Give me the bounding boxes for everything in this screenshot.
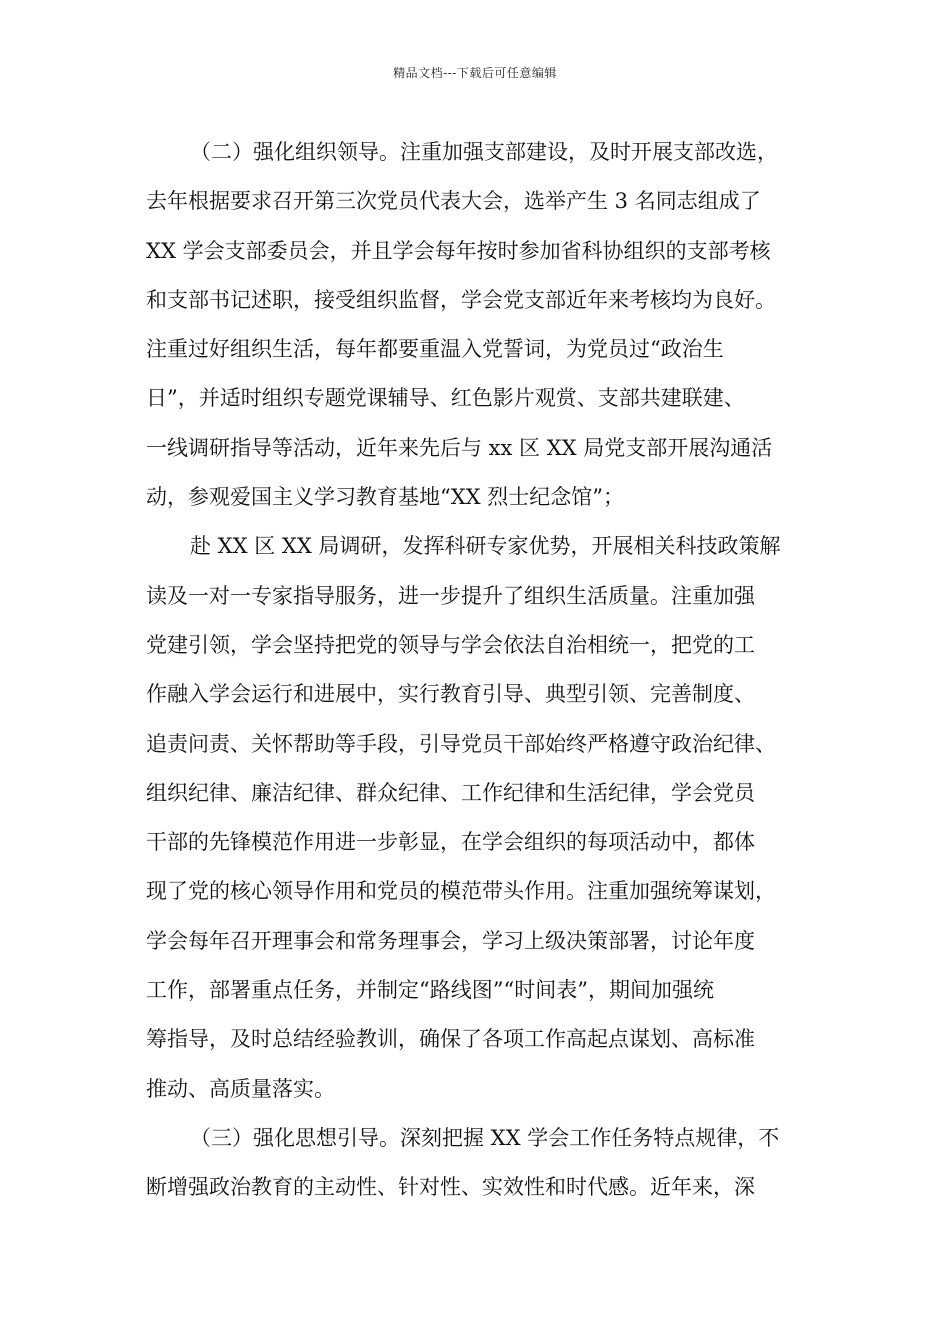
- text-line: 读及一对一专家指导服务，进一步提升了组织生活质量。注重加强: [146, 583, 755, 608]
- document-body: [146, 128, 826, 1213]
- paragraph-research-visit: [146, 522, 826, 1114]
- text-line: 追责问责、关怀帮助等手段，引导党员干部始终严格遵守政治纪律、: [146, 731, 776, 756]
- text-line: （二）强化组织领导。注重加强支部建设，及时开展支部改选，: [190, 140, 778, 164]
- text-line: 干部的先锋模范作用进一步彰显，在学会组织的每项活动中，都体: [146, 830, 755, 855]
- text-line: 筹指导，及时总结经验教训，确保了各项工作高起点谋划、高标准: [146, 1027, 755, 1052]
- text-line: 注重过好组织生活，每年都要重温入党誓词，为党员过“政治生: [146, 337, 724, 362]
- text-line: 现了党的核心领导作用和党员的模范带头作用。注重加强统筹谋划，: [146, 879, 776, 904]
- text-line: 和支部书记述职，接受组织监督，学会党支部近年来考核均为良好。: [146, 287, 776, 312]
- text-line: 学会每年召开理事会和常务理事会，学习上级决策部署，讨论年度: [146, 928, 755, 953]
- text-line: 去年根据要求召开第三次党员代表大会，选举产生 3 名同志组成了: [146, 189, 761, 214]
- text-line: 赴 XX 区 XX 局调研，发挥科研专家优势，开展相关科技政策解: [190, 534, 781, 559]
- paragraph-ideological-guidance: [146, 1114, 826, 1213]
- text-line: 作融入学会运行和进展中，实行教育引导、典型引领、完善制度、: [146, 682, 755, 707]
- page-header: 精品文档---下载后可任意编辑: [393, 66, 557, 80]
- paragraph-organization-leadership: [146, 128, 826, 522]
- text-line: 工作，部署重点任务，并制定“路线图”“时间表”，期间加强统: [146, 978, 714, 1003]
- text-line: 组织纪律、廉洁纪律、群众纪律、工作纪律和生活纪律，学会党员: [146, 780, 755, 805]
- text-line: 动，参观爱国主义学习教育基地“XX 烈士纪念馆”；: [146, 485, 625, 510]
- text-line: 日”，并适时组织专题党课辅导、红色影片观赏、支部共建联建、: [146, 386, 745, 411]
- text-line: 断增强政治教育的主动性、针对性、实效性和时代感。近年来，深: [146, 1175, 755, 1200]
- text-line: 推动、高质量落实。: [146, 1076, 335, 1101]
- text-line: 党建引领，学会坚持把党的领导与学会依法自治相统一，把党的工: [146, 632, 755, 657]
- text-line: 一线调研指导等活动，近年来先后与 xx 区 XX 局党支部开展沟通活: [146, 435, 773, 460]
- text-line: XX 学会支部委员会，并且学会每年按时参加省科协组织的支部考核: [146, 238, 771, 263]
- text-line: （三）强化思想引导。深刻把握 XX 学会工作任务特点规律，不: [190, 1125, 780, 1150]
